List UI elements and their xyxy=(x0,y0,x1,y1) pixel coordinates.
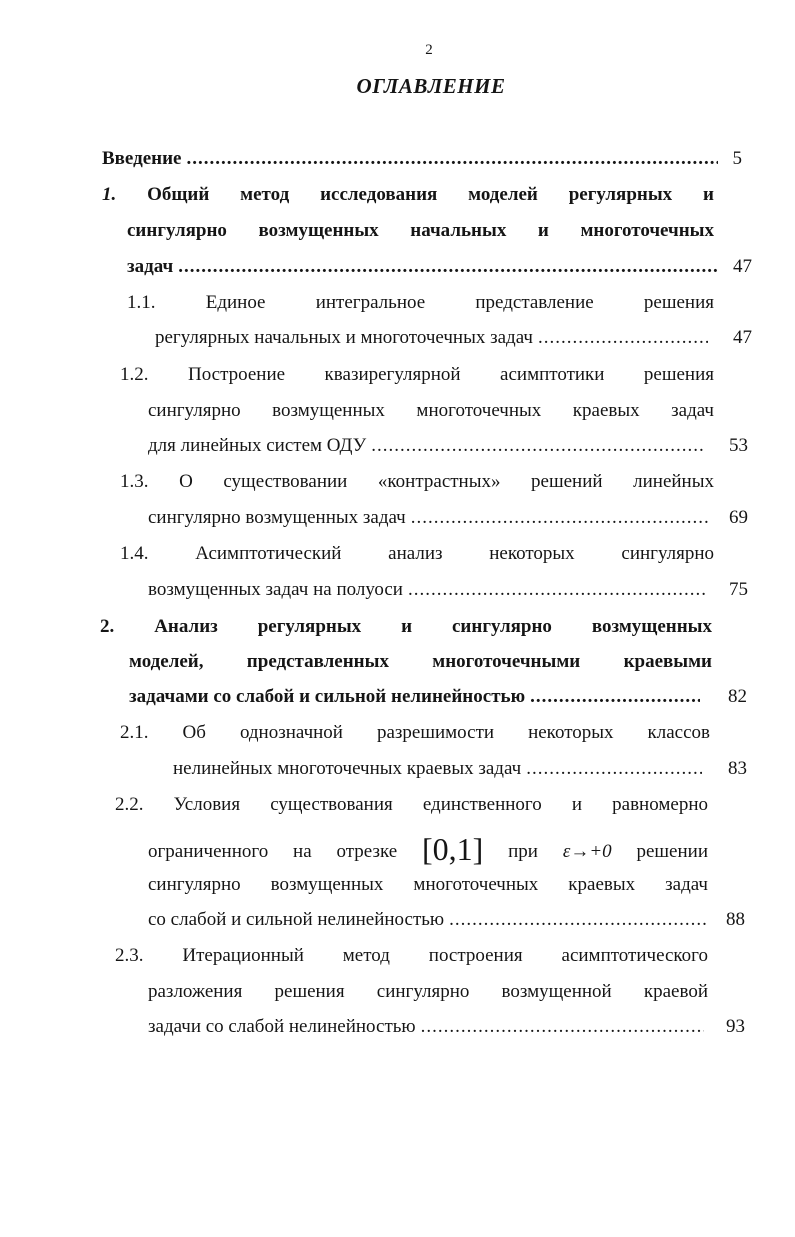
leader-dots xyxy=(178,254,718,280)
epsilon-limit-formula: ε→+0 xyxy=(562,841,612,862)
toc-entry-section-2-3[interactable]: 2.3. Итерационный метод построения асимптотического xyxy=(115,945,708,966)
toc-entry-line: разложения решения сингулярно возмущенной краевой xyxy=(148,981,708,1002)
toc-entry-line: нелинейных многоточечных краевых задач ..... xyxy=(173,756,702,782)
toc-page-number: 83 xyxy=(728,758,747,779)
toc-entry-line: задач ..... xyxy=(127,254,718,280)
leader-dots xyxy=(408,577,708,603)
toc-entry-line: регулярных начальных и многоточечных задач ..... xyxy=(155,325,708,351)
toc-entry-line: сингулярно возмущенных задач ..... xyxy=(148,505,708,531)
leader-dots xyxy=(526,756,702,782)
toc-entry-line: ограниченного на отрезке [0,1] при ε→+0 решении xyxy=(148,831,708,867)
toc-entry-section-1-1[interactable]: 1.1. Единое интегральное представление решения xyxy=(127,292,714,313)
toc-entry-section-1-2[interactable]: 1.2. Построение квазирегулярной асимптотики решения xyxy=(120,364,714,385)
page-number: 2 xyxy=(425,42,433,58)
leader-dots xyxy=(538,325,708,351)
toc-entry-line: со слабой и сильной нелинейностью ..... xyxy=(148,907,708,933)
toc-entry-line: задачи со слабой нелинейностью ..... xyxy=(148,1014,704,1040)
leader-dots xyxy=(371,433,704,459)
toc-entry-line: для линейных систем ОДУ ..... xyxy=(148,433,704,459)
toc-entry-introduction[interactable]: Введение ..... xyxy=(102,146,718,172)
toc-entry-section-1-4[interactable]: 1.4. Асимптотический анализ некоторых сингулярно xyxy=(120,543,714,564)
toc-page-number: 69 xyxy=(729,507,748,528)
toc-page-number: 47 xyxy=(733,327,752,348)
toc-page-number: 53 xyxy=(729,435,748,456)
toc-entry-chapter-2[interactable]: 2. Анализ регулярных и сингулярно возмущенных xyxy=(100,616,713,637)
toc-page-number: 82 xyxy=(728,686,747,707)
toc-page-number: 88 xyxy=(726,909,745,930)
toc-entry-line: возмущенных задач на полуоси ..... xyxy=(148,577,708,603)
toc-page-number: 75 xyxy=(729,579,748,600)
toc-entry-line: моделей, представленных многоточечными краевыми xyxy=(129,651,712,672)
toc-entry-section-2-2[interactable]: 2.2. Условия существования единственного и равномерно xyxy=(115,794,708,815)
leader-dots xyxy=(449,907,708,933)
toc-page-number: 93 xyxy=(726,1016,745,1037)
toc-entry-line: сингулярно возмущенных многоточечных краевых задач xyxy=(148,874,708,895)
leader-dots xyxy=(187,146,719,172)
toc-entry-line: задачами со слабой и сильной нелинейностью ..... xyxy=(129,684,700,710)
toc-page-number: 5 xyxy=(732,148,742,169)
toc-entry-line: сингулярно возмущенных многоточечных краевых задач xyxy=(148,400,714,421)
leader-dots xyxy=(411,505,708,531)
leader-dots xyxy=(530,684,700,710)
toc-page-number: 47 xyxy=(733,256,752,277)
toc-entry-section-1-3[interactable]: 1.3. О существовании «контрастных» решений линейных xyxy=(120,471,714,492)
toc-entry-section-2-1[interactable]: 2.1. Об однозначной разрешимости некоторых классов xyxy=(120,722,711,743)
interval-formula: [0,1] xyxy=(421,831,484,867)
toc-entry-chapter-1[interactable]: 1. Общий метод исследования моделей регулярных и xyxy=(102,184,714,205)
leader-dots xyxy=(421,1014,704,1040)
toc-entry-line: сингулярно возмущенных начальных и многоточечных xyxy=(127,220,714,241)
page-title: ОГЛАВЛЕНИЕ xyxy=(356,74,506,98)
